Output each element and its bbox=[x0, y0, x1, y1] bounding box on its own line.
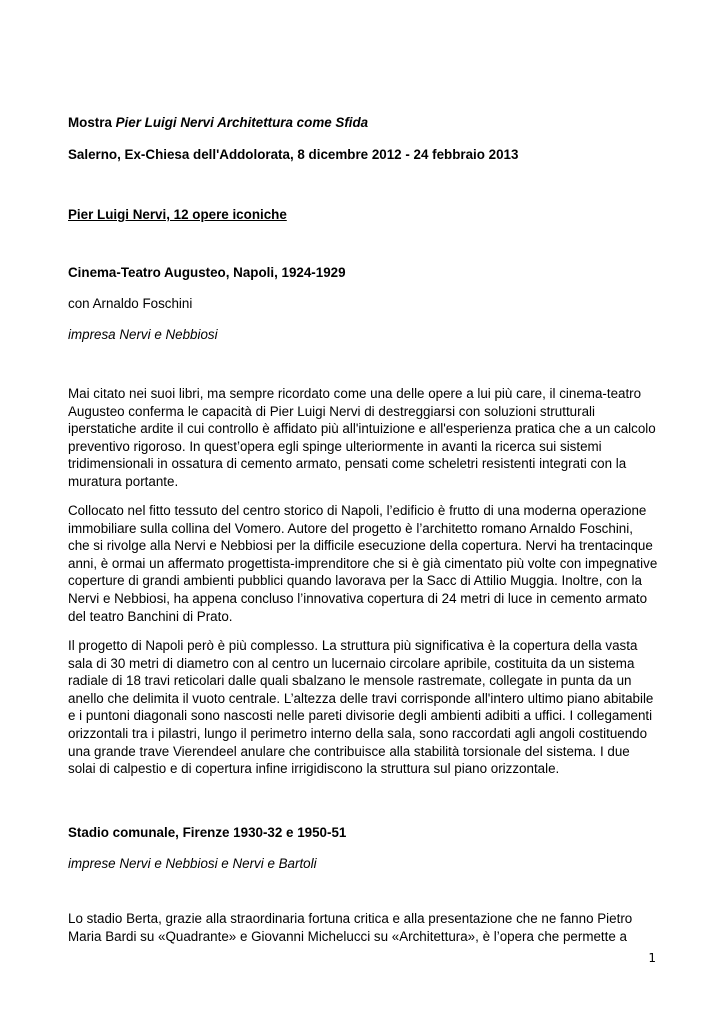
exhibition-title bbox=[68, 114, 368, 132]
body-paragraph: Lo stadio Berta, grazie alla straordinaria fortuna critica e alla presentazione che ne fanno Pietro Maria Bardi su «Quadrante» e Giovanni Michelucci su «Architettura», è l’opera che permette a bbox=[68, 911, 633, 944]
body-paragraph: Il progetto di Napoli però è più complesso. La struttura più significativa è la copertura della vasta sala di 30 metri di diametro con al centro un lucernaio circolare apribile, costituita da un sistema radiale di 18 travi reticolari dalle quali sbalzano le mensole rastremate, collegate in punta da un anello che delimita il vuoto centrale. L’altezza delle travi corrisponde all'intero ultimo piano abitabile e i puntoni diagonali sono nascosti nelle pareti divisorie degli ambienti adibiti a uffici. I collegamenti orizzontali tra i pilastri, lungo il perimetro interno della sala, sono raccordati agli angoli costituendo una grande trave Vierendeel anulare che contribuisce alla stabilità torsionale del sistema. I due solai di calpestio e di copertura infine irrigidiscono la struttura sul piano orizzontale. bbox=[68, 638, 654, 777]
body-paragraph: Collocato nel fitto tessuto del centro storico di Napoli, l’edificio è frutto di una moderna operazione immobiliare sulla collina del Vomero. Autore del progetto è l’architetto romano Arnaldo Foschini, che si rivolge alla Nervi e Nebbiosi per la difficile esecuzione della copertura. Nervi ha trentacinque anni, è ormai un affermato progettista-imprenditore che si è già cimentato più volte con impegnative coperture di grandi ambienti pubblici quando lavorava per la Sacc di Attilio Muggia. Inoltre, con la Nervi e Nebbiosi, ha appena concluso l’innovativa copertura di 24 metri di luce in cemento armato del teatro Banchini di Prato. bbox=[68, 503, 658, 624]
work-title: Cinema-Teatro Augusteo, Napoli, 1924-1929 bbox=[68, 265, 346, 280]
page-number: 1 bbox=[648, 951, 656, 965]
work-title: Stadio comunale, Firenze 1930-32 e 1950-51 bbox=[68, 825, 347, 840]
body-paragraph: Mai citato nei suoi libri, ma sempre ricordato come una delle opere a lui più care, il cinema-teatro Augusteo conferma le capacità di Pier Luigi Nervi di destreggiarsi con soluzioni strutturali iperstatiche ardite il cui controllo è affidato più all'intuizione e all'esperienza pratica che a un calcolo preventivo rigoroso. In quest’opera egli spinge ulteriormente in avanti la ricerca sui sistemi tridimensionali in ossatura di cemento armato, pensati come scheletri resistenti integrati con la muratura portante. bbox=[68, 386, 656, 489]
work-firm: impresa Nervi e Nebbiosi bbox=[68, 327, 218, 342]
exhibition-venue: Salerno, Ex-Chiesa dell'Addolorata, 8 dicembre 2012 - 24 febbraio 2013 bbox=[68, 147, 519, 162]
work-collaborator: con Arnaldo Foschini bbox=[68, 296, 193, 311]
exhibition-title-italic: Pier Luigi Nervi Architettura come Sfida bbox=[115, 115, 369, 130]
exhibition-title-prefix: Mostra bbox=[68, 115, 116, 130]
section-title: Pier Luigi Nervi, 12 opere iconiche bbox=[68, 207, 287, 222]
work-firm: imprese Nervi e Nebbiosi e Nervi e Bartoli bbox=[68, 856, 317, 871]
